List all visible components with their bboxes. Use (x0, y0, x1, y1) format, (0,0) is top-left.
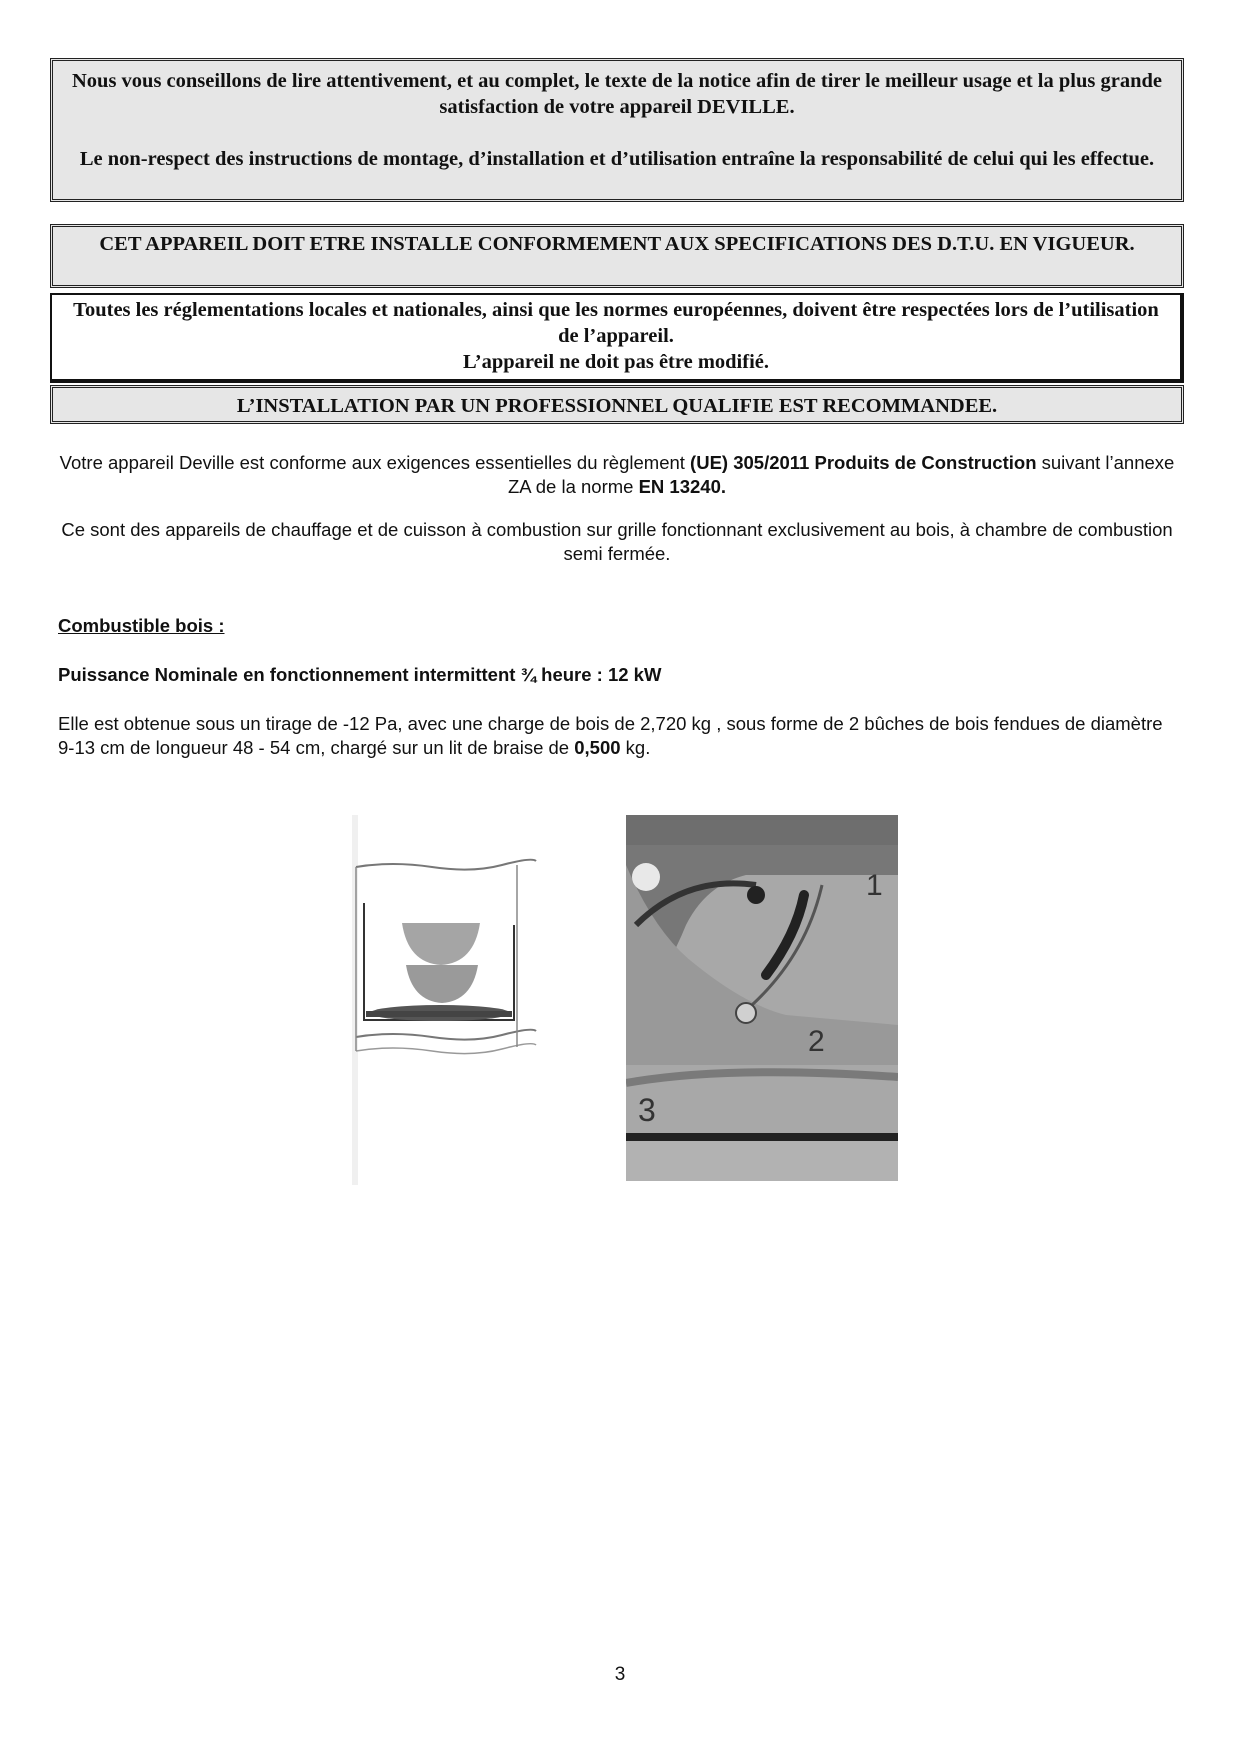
dial-label-2: 2 (808, 1025, 825, 1058)
air-control-photo (626, 815, 898, 1181)
wood-load-pictogram (352, 815, 570, 1185)
notice-box (50, 58, 1184, 202)
fuel-detail-suffix: kg. (620, 737, 651, 758)
professional-box (50, 385, 1184, 424)
conformity-paragraph (58, 451, 1176, 499)
dial-label-1: 1 (866, 869, 883, 902)
page-number: 3 (614, 1664, 626, 1685)
standard-reference: EN 13240. (638, 476, 727, 497)
fuel-detail (58, 712, 1178, 760)
power-heading: Puissance Nominale en fonctionnement intermittent ¾ heure : 12 kW (58, 664, 662, 685)
install-box (50, 224, 1184, 288)
regulation-line-1: Toutes les réglementations locales et nationales, ainsi que les normes européennes, doivent être respectées lors de l’utilisation de l’appareil. (73, 299, 1159, 347)
regulation-reference: (UE) 305/2011 Produits de Construction (690, 452, 1037, 473)
fuel-detail-prefix: Elle est obtenue sous un tirage de -12 Pa, avec une charge de bois de 2,720 kg , sous forme de 2 bûches de bois fendues de diamètre 9-13 cm de longueur 48 - 54 cm, chargé sur un lit de braise de (58, 713, 1163, 758)
fuel-heading: Combustible bois : (58, 615, 225, 636)
description-paragraph: Ce sont des appareils de chauffage et de cuisson à combustion sur grille fonctionnant exclusivement au bois, à chambre de combustion semi fermée. (61, 519, 1173, 564)
conformity-prefix: Votre appareil Deville est conforme aux exigences essentielles du règlement (59, 452, 691, 473)
regulation-line-2: L’appareil ne doit pas être modifié. (463, 351, 769, 373)
professional-text: L’INSTALLATION PAR UN PROFESSIONNEL QUALIFIE EST RECOMMANDEE. (236, 395, 998, 417)
conformity-middle: suivant l’annexe ZA de la norme (507, 452, 1175, 497)
regulation-box (50, 293, 1184, 383)
ember-bed-value: 0,500 (574, 737, 621, 758)
notice-line-1: Nous vous conseillons de lire attentivement, et au complet, le texte de la notice afin de tirer le meilleur usage et la plus grande satisfaction de votre appareil DEVILLE. (72, 70, 1162, 118)
notice-line-2: Le non-respect des instructions de montage, d’installation et d’utilisation entraîne la responsabilité de celui qui les effectue. (79, 148, 1155, 170)
install-text: CET APPAREIL DOIT ETRE INSTALLE CONFORMEMENT AUX SPECIFICATIONS DES D.T.U. EN VIGUEUR. (99, 233, 1135, 255)
dial-label-3: 3 (638, 1092, 656, 1128)
